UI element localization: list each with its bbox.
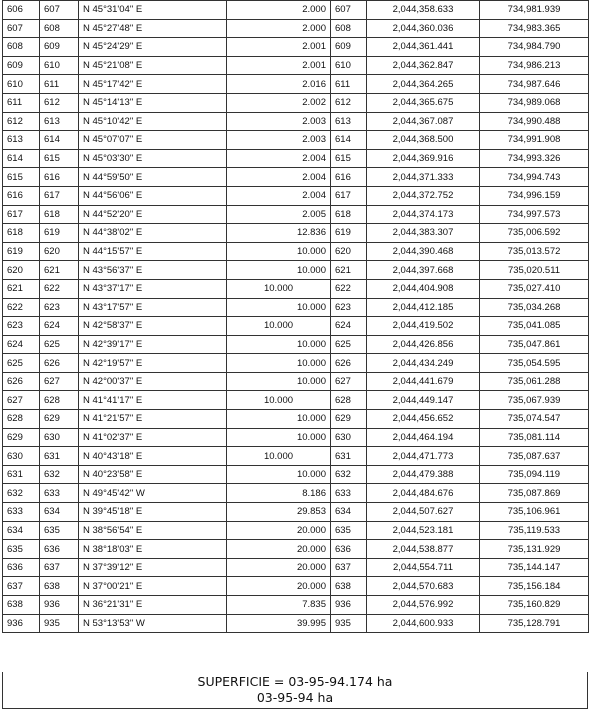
x-coordinate-cell: 735,027.410 (480, 279, 589, 298)
table-row (3, 465, 589, 484)
vertex-cell: 614 (331, 131, 367, 150)
bearing-cell: N 37°39'12" E (79, 558, 227, 577)
y-coordinate-cell: 2,044,371.333 (367, 168, 480, 187)
table-row (3, 447, 589, 466)
bearing-cell: N 41°21'57" E (79, 410, 227, 429)
y-coordinate-cell: 2,044,570.683 (367, 577, 480, 596)
bearing-cell: N 45°27'48" E (79, 19, 227, 38)
table-row (3, 205, 589, 224)
table-row (3, 577, 589, 596)
y-coordinate-cell: 2,044,484.676 (367, 484, 480, 503)
point-seen-cell: 635 (40, 521, 79, 540)
table-row (3, 298, 589, 317)
y-coordinate-cell: 2,044,523.181 (367, 521, 480, 540)
superficie-label: SUPERFICIE = 03-95-94.174 ha (197, 674, 393, 689)
station-cell: 936 (3, 614, 40, 633)
y-coordinate-cell: 2,044,449.147 (367, 391, 480, 410)
y-coordinate-cell: 2,044,364.265 (367, 75, 480, 94)
x-coordinate-cell: 735,020.511 (480, 261, 589, 280)
point-seen-cell: 618 (40, 205, 79, 224)
vertex-cell: 613 (331, 112, 367, 131)
bearing-cell: N 40°43'18" E (79, 447, 227, 466)
point-seen-cell: 631 (40, 447, 79, 466)
vertex-cell: 617 (331, 186, 367, 205)
bearing-cell: N 42°19'57" E (79, 354, 227, 373)
vertex-cell: 635 (331, 521, 367, 540)
point-seen-cell: 936 (40, 596, 79, 615)
x-coordinate-cell: 734,984.790 (480, 38, 589, 57)
distance-cell: 20.000 (227, 521, 331, 540)
vertex-cell: 611 (331, 75, 367, 94)
table-row (3, 112, 589, 131)
x-coordinate-cell: 734,997.573 (480, 205, 589, 224)
point-seen-cell: 636 (40, 540, 79, 559)
bearing-cell: N 42°39'17" E (79, 335, 227, 354)
vertex-cell: 629 (331, 410, 367, 429)
station-cell: 607 (3, 19, 40, 38)
station-cell: 630 (3, 447, 40, 466)
x-coordinate-cell: 735,013.572 (480, 242, 589, 261)
x-coordinate-cell: 734,996.159 (480, 186, 589, 205)
x-coordinate-cell: 735,034.268 (480, 298, 589, 317)
bearing-cell: N 43°37'17" E (79, 279, 227, 298)
distance-cell: 8.186 (227, 484, 331, 503)
station-cell: 615 (3, 168, 40, 187)
table-row (3, 428, 589, 447)
point-seen-cell: 625 (40, 335, 79, 354)
y-coordinate-cell: 2,044,360.036 (367, 19, 480, 38)
bearing-cell: N 53°13'53" W (79, 614, 227, 633)
distance-cell: 2.004 (227, 149, 331, 168)
bearing-cell: N 45°24'29" E (79, 38, 227, 57)
station-cell: 636 (3, 558, 40, 577)
y-coordinate-cell: 2,044,374.173 (367, 205, 480, 224)
y-coordinate-cell: 2,044,426.856 (367, 335, 480, 354)
table-row (3, 131, 589, 150)
distance-cell: 7.835 (227, 596, 331, 615)
vertex-cell: 634 (331, 503, 367, 522)
distance-cell: 2.016 (227, 75, 331, 94)
point-seen-cell: 621 (40, 261, 79, 280)
vertex-cell: 637 (331, 558, 367, 577)
y-coordinate-cell: 2,044,507.627 (367, 503, 480, 522)
y-coordinate-cell: 2,044,368.500 (367, 131, 480, 150)
vertex-cell: 935 (331, 614, 367, 633)
x-coordinate-cell: 735,054.595 (480, 354, 589, 373)
vertex-cell: 618 (331, 205, 367, 224)
table-body (3, 1, 589, 633)
x-coordinate-cell: 735,160.829 (480, 596, 589, 615)
table-row (3, 317, 589, 336)
station-cell: 626 (3, 372, 40, 391)
x-coordinate-cell: 734,990.488 (480, 112, 589, 131)
table-row (3, 38, 589, 57)
point-seen-cell: 624 (40, 317, 79, 336)
vertex-cell: 612 (331, 93, 367, 112)
y-coordinate-cell: 2,044,464.194 (367, 428, 480, 447)
vertex-cell: 630 (331, 428, 367, 447)
station-cell: 623 (3, 317, 40, 336)
station-cell: 631 (3, 465, 40, 484)
y-coordinate-cell: 2,044,369.916 (367, 149, 480, 168)
station-cell: 614 (3, 149, 40, 168)
station-cell: 613 (3, 131, 40, 150)
vertex-cell: 624 (331, 317, 367, 336)
point-seen-cell: 615 (40, 149, 79, 168)
point-seen-cell: 630 (40, 428, 79, 447)
bearing-cell: N 42°00'37" E (79, 372, 227, 391)
x-coordinate-cell: 735,119.533 (480, 521, 589, 540)
station-cell: 634 (3, 521, 40, 540)
bearing-cell: N 36°21'31" E (79, 596, 227, 615)
y-coordinate-cell: 2,044,456.652 (367, 410, 480, 429)
bearing-cell: N 45°14'13" E (79, 93, 227, 112)
y-coordinate-cell: 2,044,576.992 (367, 596, 480, 615)
y-coordinate-cell: 2,044,397.668 (367, 261, 480, 280)
y-coordinate-cell: 2,044,434.249 (367, 354, 480, 373)
point-seen-cell: 632 (40, 465, 79, 484)
table-row (3, 354, 589, 373)
vertex-cell: 607 (331, 1, 367, 20)
table-row (3, 93, 589, 112)
point-seen-cell: 637 (40, 558, 79, 577)
distance-cell: 29.853 (227, 503, 331, 522)
table-row (3, 149, 589, 168)
point-seen-cell: 623 (40, 298, 79, 317)
bearing-cell: N 38°18'03" E (79, 540, 227, 559)
table-row (3, 56, 589, 75)
bearing-cell: N 45°10'42" E (79, 112, 227, 131)
x-coordinate-cell: 734,983.365 (480, 19, 589, 38)
point-seen-cell: 617 (40, 186, 79, 205)
station-cell: 635 (3, 540, 40, 559)
station-cell: 624 (3, 335, 40, 354)
point-seen-cell: 614 (40, 131, 79, 150)
distance-cell: 2.000 (227, 19, 331, 38)
point-seen-cell: 608 (40, 19, 79, 38)
vertex-cell: 633 (331, 484, 367, 503)
point-seen-cell: 622 (40, 279, 79, 298)
x-coordinate-cell: 735,156.184 (480, 577, 589, 596)
x-coordinate-cell: 735,074.547 (480, 410, 589, 429)
distance-cell: 2.003 (227, 131, 331, 150)
x-coordinate-cell: 734,989.068 (480, 93, 589, 112)
x-coordinate-cell: 735,087.637 (480, 447, 589, 466)
y-coordinate-cell: 2,044,412.185 (367, 298, 480, 317)
y-coordinate-cell: 2,044,538.877 (367, 540, 480, 559)
x-coordinate-cell: 734,981.939 (480, 1, 589, 20)
station-cell: 633 (3, 503, 40, 522)
x-coordinate-cell: 735,041.085 (480, 317, 589, 336)
table-row (3, 186, 589, 205)
y-coordinate-cell: 2,044,390.468 (367, 242, 480, 261)
y-coordinate-cell: 2,044,471.773 (367, 447, 480, 466)
station-cell: 610 (3, 75, 40, 94)
table-row (3, 242, 589, 261)
table-row (3, 391, 589, 410)
point-seen-cell: 610 (40, 56, 79, 75)
distance-cell: 10.000 (227, 335, 331, 354)
distance-cell: 10.000 (227, 447, 331, 466)
table-row (3, 224, 589, 243)
station-cell: 637 (3, 577, 40, 596)
vertex-cell: 619 (331, 224, 367, 243)
station-cell: 608 (3, 38, 40, 57)
x-coordinate-cell: 735,081.114 (480, 428, 589, 447)
x-coordinate-cell: 735,006.592 (480, 224, 589, 243)
bearing-cell: N 37°00'21" E (79, 577, 227, 596)
bearing-cell: N 41°41'17" E (79, 391, 227, 410)
bearing-cell: N 42°58'37" E (79, 317, 227, 336)
point-seen-cell: 628 (40, 391, 79, 410)
x-coordinate-cell: 735,128.791 (480, 614, 589, 633)
station-cell: 611 (3, 93, 40, 112)
y-coordinate-cell: 2,044,554.711 (367, 558, 480, 577)
y-coordinate-cell: 2,044,362.847 (367, 56, 480, 75)
table-row (3, 484, 589, 503)
y-coordinate-cell: 2,044,367.087 (367, 112, 480, 131)
vertex-cell: 638 (331, 577, 367, 596)
table-row (3, 521, 589, 540)
x-coordinate-cell: 735,094.119 (480, 465, 589, 484)
distance-cell: 10.000 (227, 372, 331, 391)
station-cell: 629 (3, 428, 40, 447)
table-row (3, 75, 589, 94)
distance-cell: 10.000 (227, 391, 331, 410)
y-coordinate-cell: 2,044,600.933 (367, 614, 480, 633)
distance-cell: 2.000 (227, 1, 331, 20)
distance-cell: 2.005 (227, 205, 331, 224)
table-row (3, 335, 589, 354)
distance-cell: 39.995 (227, 614, 331, 633)
table-row (3, 558, 589, 577)
point-seen-cell: 607 (40, 1, 79, 20)
point-seen-cell: 611 (40, 75, 79, 94)
distance-cell: 2.001 (227, 38, 331, 57)
station-cell: 616 (3, 186, 40, 205)
distance-cell: 10.000 (227, 354, 331, 373)
y-coordinate-cell: 2,044,372.752 (367, 186, 480, 205)
vertex-cell: 609 (331, 38, 367, 57)
vertex-cell: 620 (331, 242, 367, 261)
x-coordinate-cell: 734,987.646 (480, 75, 589, 94)
point-seen-cell: 613 (40, 112, 79, 131)
table-row (3, 279, 589, 298)
y-coordinate-cell: 2,044,404.908 (367, 279, 480, 298)
x-coordinate-cell: 734,994.743 (480, 168, 589, 187)
station-cell: 622 (3, 298, 40, 317)
point-seen-cell: 633 (40, 484, 79, 503)
station-cell: 617 (3, 205, 40, 224)
distance-cell: 10.000 (227, 261, 331, 280)
vertex-cell: 615 (331, 149, 367, 168)
point-seen-cell: 626 (40, 354, 79, 373)
bearing-cell: N 45°07'07" E (79, 131, 227, 150)
point-seen-cell: 638 (40, 577, 79, 596)
station-cell: 638 (3, 596, 40, 615)
vertex-cell: 636 (331, 540, 367, 559)
bearing-cell: N 43°17'57" E (79, 298, 227, 317)
point-seen-cell: 612 (40, 93, 79, 112)
bearing-cell: N 45°03'30" E (79, 149, 227, 168)
bearing-cell: N 41°02'37" E (79, 428, 227, 447)
table-row (3, 540, 589, 559)
distance-cell: 10.000 (227, 465, 331, 484)
survey-coordinates-table (2, 0, 589, 633)
area-summary (2, 672, 588, 709)
station-cell: 621 (3, 279, 40, 298)
station-cell: 627 (3, 391, 40, 410)
x-coordinate-cell: 735,061.288 (480, 372, 589, 391)
y-coordinate-cell: 2,044,441.679 (367, 372, 480, 391)
point-seen-cell: 609 (40, 38, 79, 57)
station-cell: 625 (3, 354, 40, 373)
point-seen-cell: 619 (40, 224, 79, 243)
point-seen-cell: 627 (40, 372, 79, 391)
bearing-cell: N 45°21'08" E (79, 56, 227, 75)
station-cell: 618 (3, 224, 40, 243)
bearing-cell: N 45°31'04" E (79, 1, 227, 20)
table-row (3, 1, 589, 20)
vertex-cell: 626 (331, 354, 367, 373)
bearing-cell: N 44°38'02" E (79, 224, 227, 243)
bearing-cell: N 44°15'57" E (79, 242, 227, 261)
vertex-cell: 631 (331, 447, 367, 466)
bearing-cell: N 39°45'18" E (79, 503, 227, 522)
y-coordinate-cell: 2,044,419.502 (367, 317, 480, 336)
table-row (3, 614, 589, 633)
table-row (3, 168, 589, 187)
point-seen-cell: 629 (40, 410, 79, 429)
station-cell: 612 (3, 112, 40, 131)
distance-cell: 2.001 (227, 56, 331, 75)
distance-cell: 2.003 (227, 112, 331, 131)
distance-cell: 10.000 (227, 410, 331, 429)
bearing-cell: N 44°56'06" E (79, 186, 227, 205)
vertex-cell: 628 (331, 391, 367, 410)
distance-cell: 2.004 (227, 168, 331, 187)
bearing-cell: N 44°59'50" E (79, 168, 227, 187)
distance-cell: 10.000 (227, 428, 331, 447)
vertex-cell: 625 (331, 335, 367, 354)
table-row (3, 596, 589, 615)
distance-cell: 10.000 (227, 298, 331, 317)
x-coordinate-cell: 735,047.861 (480, 335, 589, 354)
point-seen-cell: 620 (40, 242, 79, 261)
distance-cell: 10.000 (227, 317, 331, 336)
distance-cell: 2.004 (227, 186, 331, 205)
x-coordinate-cell: 734,986.213 (480, 56, 589, 75)
point-seen-cell: 616 (40, 168, 79, 187)
point-seen-cell: 935 (40, 614, 79, 633)
vertex-cell: 936 (331, 596, 367, 615)
station-cell: 632 (3, 484, 40, 503)
point-seen-cell: 634 (40, 503, 79, 522)
area-hectares-label: 03-95-94 ha (256, 690, 334, 705)
x-coordinate-cell: 735,087.869 (480, 484, 589, 503)
y-coordinate-cell: 2,044,365.675 (367, 93, 480, 112)
x-coordinate-cell: 734,993.326 (480, 149, 589, 168)
station-cell: 620 (3, 261, 40, 280)
x-coordinate-cell: 735,067.939 (480, 391, 589, 410)
vertex-cell: 632 (331, 465, 367, 484)
vertex-cell: 621 (331, 261, 367, 280)
distance-cell: 10.000 (227, 242, 331, 261)
bearing-cell: N 38°56'54" E (79, 521, 227, 540)
y-coordinate-cell: 2,044,479.388 (367, 465, 480, 484)
bearing-cell: N 43°56'37" E (79, 261, 227, 280)
x-coordinate-cell: 734,991.908 (480, 131, 589, 150)
bearing-cell: N 49°45'42" W (79, 484, 227, 503)
vertex-cell: 622 (331, 279, 367, 298)
station-cell: 628 (3, 410, 40, 429)
bearing-cell: N 40°23'58" E (79, 465, 227, 484)
distance-cell: 2.002 (227, 93, 331, 112)
station-cell: 619 (3, 242, 40, 261)
table-row (3, 372, 589, 391)
bearing-cell: N 45°17'42" E (79, 75, 227, 94)
table-row (3, 503, 589, 522)
table-row (3, 19, 589, 38)
x-coordinate-cell: 735,131.929 (480, 540, 589, 559)
distance-cell: 20.000 (227, 540, 331, 559)
distance-cell: 10.000 (227, 279, 331, 298)
vertex-cell: 627 (331, 372, 367, 391)
station-cell: 609 (3, 56, 40, 75)
table-row (3, 261, 589, 280)
distance-cell: 20.000 (227, 558, 331, 577)
x-coordinate-cell: 735,144.147 (480, 558, 589, 577)
vertex-cell: 623 (331, 298, 367, 317)
y-coordinate-cell: 2,044,361.441 (367, 38, 480, 57)
y-coordinate-cell: 2,044,358.633 (367, 1, 480, 20)
station-cell: 606 (3, 1, 40, 20)
bearing-cell: N 44°52'20" E (79, 205, 227, 224)
x-coordinate-cell: 735,106.961 (480, 503, 589, 522)
distance-cell: 20.000 (227, 577, 331, 596)
vertex-cell: 616 (331, 168, 367, 187)
vertex-cell: 610 (331, 56, 367, 75)
vertex-cell: 608 (331, 19, 367, 38)
distance-cell: 12.836 (227, 224, 331, 243)
y-coordinate-cell: 2,044,383.307 (367, 224, 480, 243)
table-row (3, 410, 589, 429)
